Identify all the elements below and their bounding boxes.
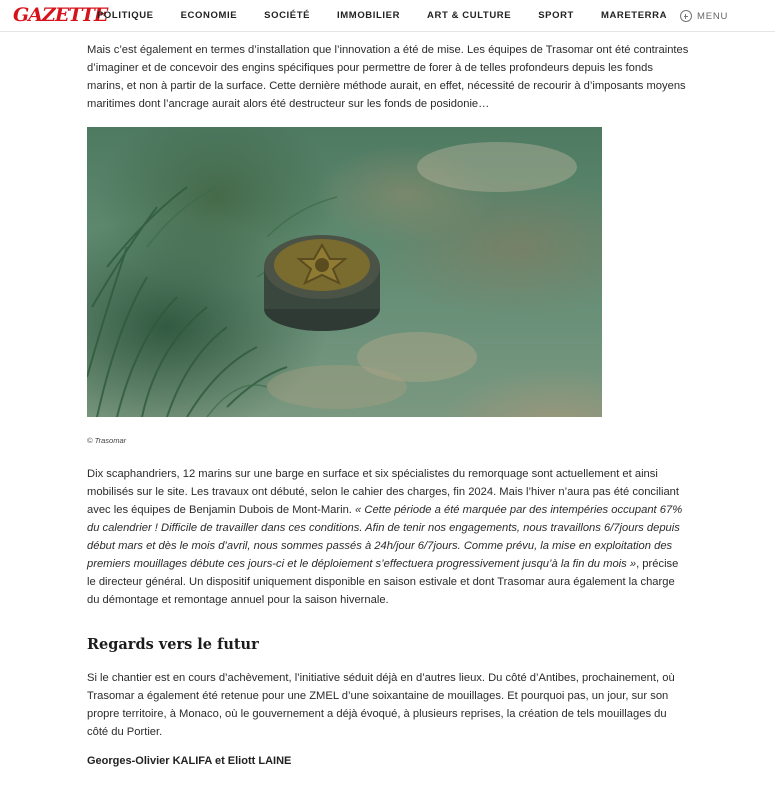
article-paragraph-3: Si le chantier est en cours d’achèvement, l’initiative séduit déjà en d’autres lieux. Du côté d’Antibes, prochainement, où Trasomar a également été retenue pour une ZMEL d’une soixantaine de mouillages. Et pourquoi pas, un jour, sur son propre territoire, à Monaco, où le gouvernement a déjà évoqué, à plusieurs reprises, la création de tels mouillages du côté du Portier. <box>87 672 675 738</box>
paragraph-2-text-b: , précise le directeur général. Un dispositif uniquement disponible en saison estivale et dont Trasomar aura également la charge du démontage et remontage annuel pour la saison hivernale. <box>87 558 679 606</box>
nav-item-politique[interactable]: POLITIQUE <box>97 10 154 21</box>
section-subheading: Regards vers le futur <box>87 636 259 653</box>
plus-circle-icon <box>680 10 692 22</box>
photo-caption: © Trasomar <box>87 436 127 445</box>
nav-item-economie[interactable]: ECONOMIE <box>180 10 238 21</box>
nav-item-mareterra[interactable]: MARETERRA <box>600 10 668 21</box>
nav-item-art-culture[interactable]: ART & CULTURE <box>427 10 512 21</box>
paragraph-2-text-a: Dix scaphandriers, 12 marins sur une barge en surface et six spécialistes du remorquage sont actuellement et ainsi mobilisés sur le site. Les travaux ont débuté, selon le cahier des charges, fin 2024. Mais l’hiver n’aura pas été conciliant avec les équipes de Benjamin Dubois de Mont-Marin. <box>87 468 680 516</box>
article-authors: Georges-Olivier KALIFA et Eliott LAINE <box>87 755 292 767</box>
underwater-mooring-photo <box>87 127 602 417</box>
gazette-logo[interactable] <box>13 2 107 28</box>
director-quote: « Cette période a été marquée par des intempéries occupant 67% du calendrier ! Difficile de travailler dans ces conditions. Afin de tenir nos engagements, nous travaillons 6/7jours depuis début mars et dès le mois d’avril, nous sommes passés à 24h/jour 6/7jours. Comme prévu, la mise en exploitation des premiers mouillages débute ces jours-ci et le déploiement s’effectuera progressivement jusqu’à la fin du mois » <box>87 504 683 570</box>
article-paragraph-1: Mais c’est également en termes d’installation que l’innovation a été de mise. Les équipes de Trasomar ont été contraintes d’imaginer et de concevoir des engins spécifiques pour permettre de forer à de telles profondeurs depuis les fonds marins, et non à partir de la surface. Cette dernière méthode aurait, en effet, nécessité de recourir à d’imposants moyens maritimes dont l’ancrage aurait alors été destructeur sur les fonds de posidonie… <box>87 44 689 110</box>
main-nav <box>97 0 694 31</box>
top-navigation-bar <box>0 0 775 32</box>
article-paragraph-2 <box>87 465 690 609</box>
nav-item-immobilier[interactable]: IMMOBILIER <box>337 10 401 21</box>
nav-item-societe[interactable]: SOCIÉTÉ <box>264 10 311 21</box>
menu-label: MENU <box>697 10 729 22</box>
photo-illustration <box>87 127 602 417</box>
nav-item-sport[interactable]: SPORT <box>538 10 574 21</box>
menu-button[interactable] <box>680 8 728 24</box>
logo-text: GAZETTE <box>13 4 108 26</box>
